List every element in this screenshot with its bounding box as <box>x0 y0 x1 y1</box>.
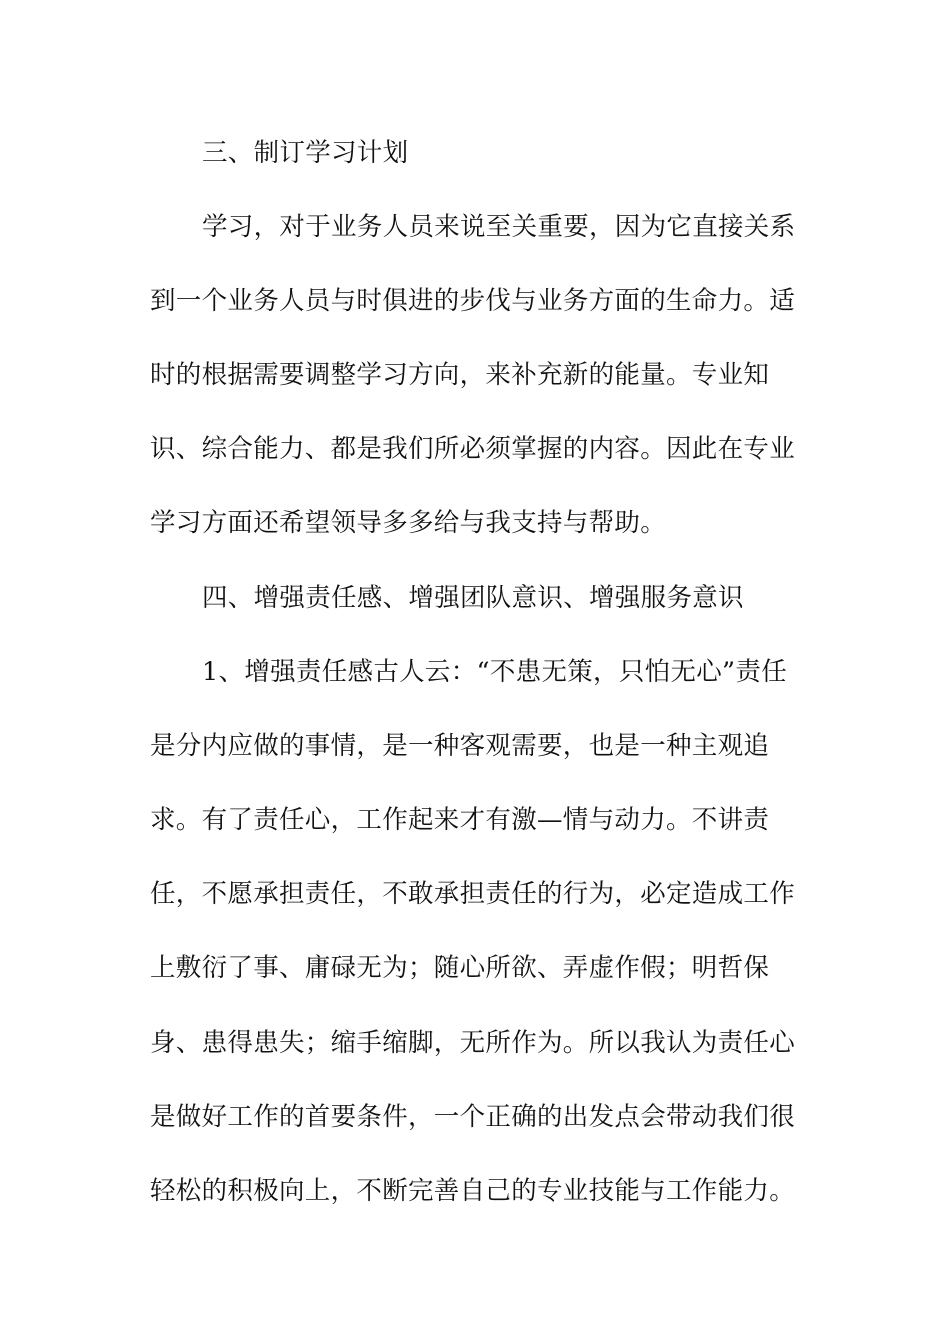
paragraph-line: 轻松的积极向上，不断完善自己的专业技能与工作能力。 <box>150 1176 796 1206</box>
paragraph-line: 任，不愿承担责任，不敢承担责任的行为，必定造成工作 <box>150 879 796 909</box>
paragraph-line: 识、综合能力、都是我们所必须掌握的内容。因此在专业 <box>150 434 796 464</box>
section-heading-responsibility: 四、增强责任感、增强团队意识、增强服务意识 <box>202 583 744 613</box>
paragraph-line: 是做好工作的首要条件，一个正确的出发点会带动我们很 <box>150 1102 796 1132</box>
paragraph-line: 学习方面还希望领导多多给与我支持与帮助。 <box>150 508 667 538</box>
section-heading-study-plan: 三、制订学习计划 <box>202 138 409 168</box>
paragraph-line: 时的根据需要调整学习方向，来补充新的能量。专业知 <box>150 360 770 390</box>
paragraph-line: 是分内应做的事情，是一种客观需要，也是一种主观追 <box>150 731 770 761</box>
paragraph-line: 身、患得患失；缩手缩脚，无所作为。所以我认为责任心 <box>150 1028 796 1058</box>
paragraph-line: 到一个业务人员与时俱进的步伐与业务方面的生命力。适 <box>150 286 796 316</box>
paragraph-line: 上敷衍了事、庸碌无为；随心所欲、弄虚作假；明哲保 <box>150 953 770 983</box>
paragraph-line: 学习，对于业务人员来说至关重要，因为它直接关系 <box>202 212 796 242</box>
paragraph-line: 求。有了责任心，工作起来才有激—情与动力。不讲责 <box>150 805 770 835</box>
paragraph-line: 1、增强责任感古人云：“不患无策，只怕无心”责任 <box>202 657 787 687</box>
